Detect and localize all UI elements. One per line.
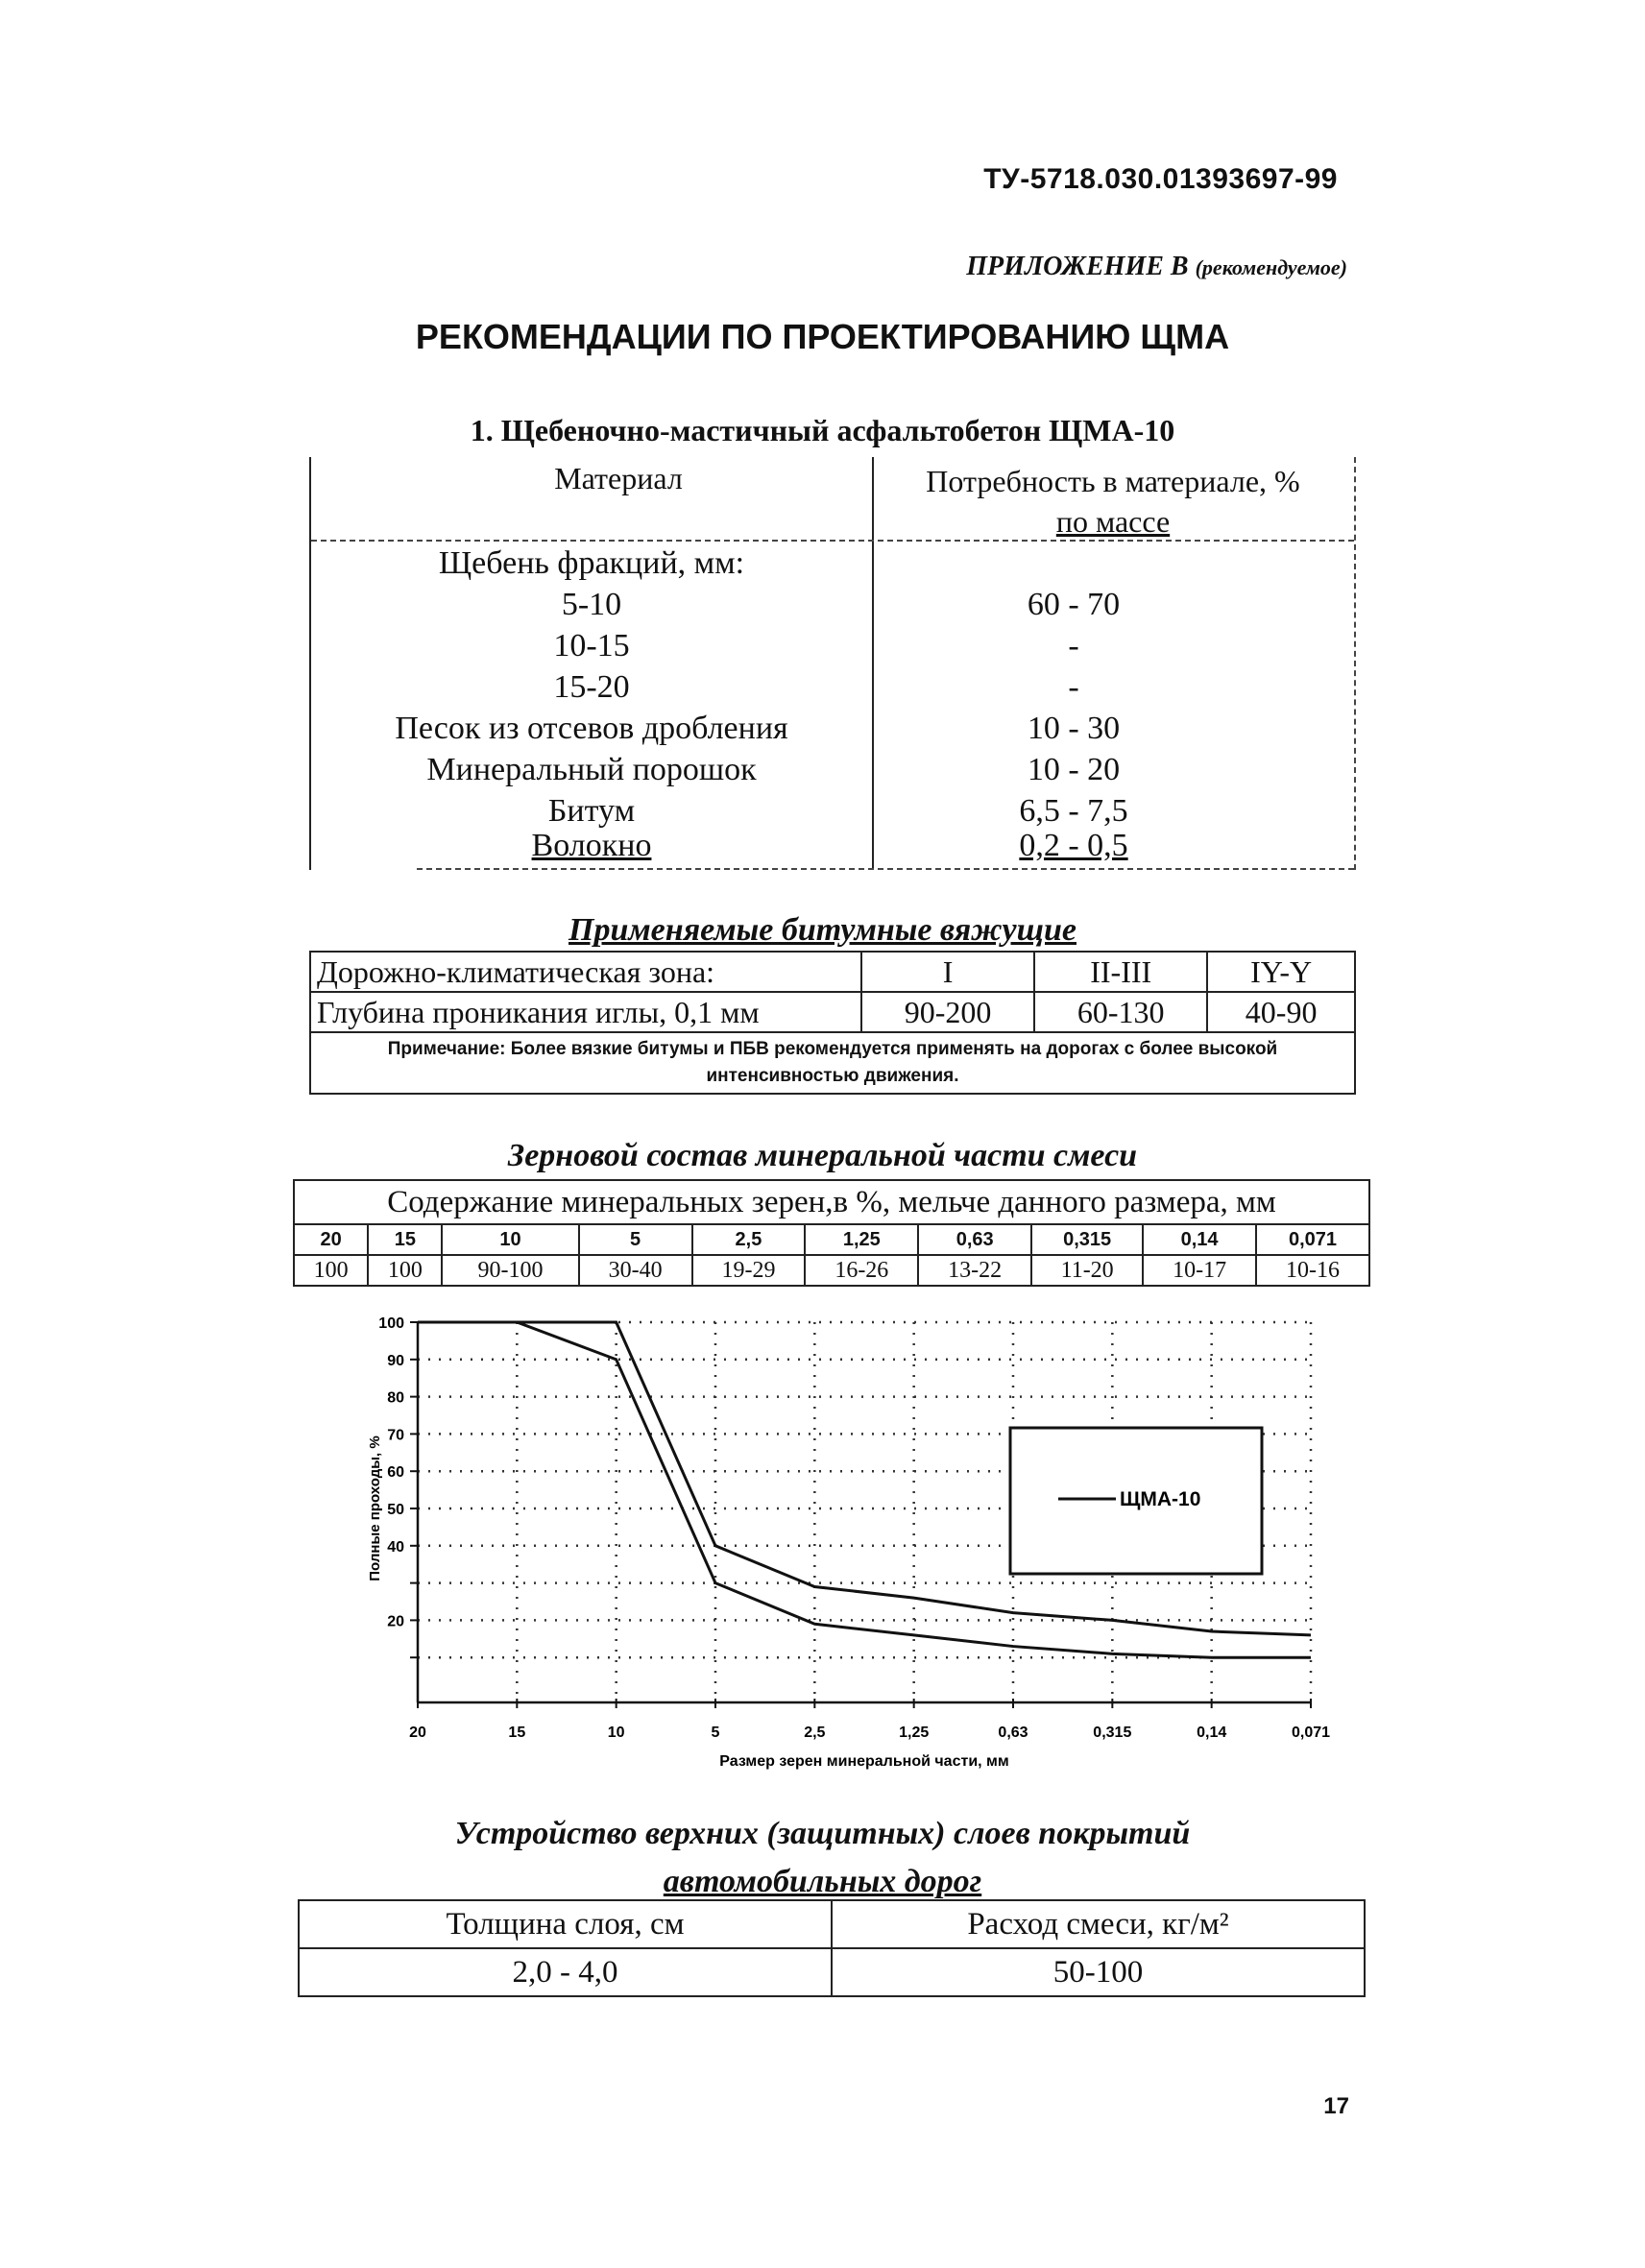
- x-tick-label: 10: [607, 1725, 625, 1741]
- grain-value: 10-16: [1256, 1255, 1369, 1286]
- page-number: 17: [1323, 2093, 1349, 2119]
- grain-size: 0,071: [1256, 1224, 1369, 1255]
- materials-header-need: [887, 461, 1339, 542]
- x-tick-label: 0,14: [1197, 1725, 1227, 1741]
- grain-value: 100: [368, 1255, 442, 1286]
- y-axis-label: Полные проходы, %: [367, 1436, 383, 1581]
- grain-value: 16-26: [805, 1255, 918, 1286]
- zone-cell: II-III: [1034, 952, 1207, 992]
- grain-size: 0,315: [1031, 1224, 1143, 1255]
- y-tick-label: 100: [378, 1315, 404, 1332]
- x-tick-label: 20: [409, 1725, 426, 1741]
- grain-sizes-row: [294, 1224, 1369, 1255]
- x-tick-label: 1,25: [899, 1725, 930, 1741]
- materials-row: Песок из отсевов дробления 10 - 30: [395, 711, 1121, 746]
- layers-title-line2: автомобильных дорог: [663, 1864, 982, 1899]
- x-axis-label: Размер зерен минеральной части, мм: [719, 1753, 1009, 1770]
- grain-size: 2,5: [692, 1224, 806, 1255]
- materials-row: 10-15 -: [553, 628, 1079, 664]
- y-tick-label: 20: [387, 1613, 404, 1630]
- penetration-row: [310, 992, 1355, 1032]
- x-tick-label: 15: [508, 1725, 526, 1741]
- y-tick-label: 80: [387, 1389, 404, 1407]
- document-code: ТУ-5718.030.01393697-99: [983, 163, 1338, 195]
- grain-value: 90-100: [442, 1255, 578, 1286]
- materials-table: [309, 457, 1354, 870]
- zone-row: [310, 952, 1355, 992]
- materials-row: Волокно 0,2 - 0,5: [531, 828, 1128, 863]
- x-tick-label: 0,315: [1093, 1725, 1132, 1741]
- bitumen-table: [309, 951, 1356, 1095]
- layers-thickness-value: 2,0 - 4,0: [299, 1948, 832, 1996]
- x-tick-label: 2,5: [804, 1725, 826, 1741]
- grain-value: 19-29: [692, 1255, 806, 1286]
- penetration-label: Глубина проникания иглы, 0,1 мм: [310, 992, 861, 1032]
- page-title: РЕКОМЕНДАЦИИ ПО ПРОЕКТИРОВАНИЮ ЩМА: [415, 317, 1230, 356]
- layers-title-line1: Устройство верхних (защитных) слоев покрытий: [454, 1816, 1191, 1851]
- zone-label: Дорожно-климатическая зона:: [310, 952, 861, 992]
- appendix-title: ПРИЛОЖЕНИЕ В: [966, 252, 1189, 281]
- x-tick-label: 0,63: [998, 1725, 1028, 1741]
- grain-size: 0,14: [1143, 1224, 1256, 1255]
- grain-size: 15: [368, 1224, 442, 1255]
- layers-consumption-value: 50-100: [832, 1948, 1365, 1996]
- grain-header: Содержание минеральных зерен,в %, мельче данного размера, мм: [294, 1180, 1369, 1224]
- zone-cell: I: [861, 952, 1034, 992]
- grain-size: 5: [579, 1224, 692, 1255]
- grain-value: 11-20: [1031, 1255, 1143, 1286]
- grain-value: 13-22: [918, 1255, 1031, 1286]
- penetration-cell: 90-200: [861, 992, 1034, 1032]
- layers-col-consumption: Расход смеси, кг/м²: [832, 1900, 1365, 1948]
- grain-value: 10-17: [1143, 1255, 1256, 1286]
- appendix-label: [966, 252, 1347, 282]
- y-tick-label: 40: [387, 1538, 404, 1556]
- grain-title: Зерновой состав минеральной части смеси: [507, 1138, 1138, 1173]
- penetration-cell: 40-90: [1207, 992, 1355, 1032]
- materials-row: Щебень фракций, мм:: [438, 545, 745, 581]
- layers-title: [0, 1810, 1645, 1906]
- appendix-note: (рекомендуемое): [1195, 255, 1347, 279]
- y-tick-label: 50: [387, 1502, 404, 1518]
- section1-title: 1. Щебеночно-мастичный асфальтобетон ЩМА-10: [470, 413, 1175, 447]
- grain-value: 100: [294, 1255, 368, 1286]
- layers-col-thickness: Толщина слоя, см: [299, 1900, 832, 1948]
- x-tick-label: 5: [711, 1725, 720, 1741]
- materials-row: Минеральный порошок 10 - 20: [426, 752, 1121, 787]
- grain-table: [293, 1179, 1370, 1287]
- materials-row: Битум 6,5 - 7,5: [547, 793, 1128, 829]
- need-header-line2: по массе: [1055, 504, 1171, 539]
- layers-table: [298, 1899, 1366, 1997]
- x-tick-label: 0,071: [1291, 1725, 1331, 1741]
- y-tick-label: 70: [387, 1427, 404, 1444]
- note-row: [310, 1032, 1355, 1094]
- grain-value: 30-40: [579, 1255, 692, 1286]
- grading-chart: [365, 1311, 1364, 1800]
- materials-row: 15-20 -: [553, 669, 1079, 705]
- grain-size: 0,63: [918, 1224, 1031, 1255]
- materials-header-material: Материал: [554, 461, 683, 495]
- need-header-line1: Потребность в материале, %: [926, 464, 1300, 498]
- bitumen-title: Применяемые битумные вяжущие: [568, 912, 1077, 948]
- penetration-cell: 60-130: [1034, 992, 1207, 1032]
- grain-size: 10: [442, 1224, 578, 1255]
- legend-label: ЩМА-10: [1120, 1488, 1201, 1510]
- grain-size: 1,25: [805, 1224, 918, 1255]
- bitumen-note: Примечание: Более вязкие битумы и ПБВ рекомендуется применять на дорогах с более высокой интенсивностью движения.: [310, 1032, 1355, 1094]
- zone-cell: IY-Y: [1207, 952, 1355, 992]
- materials-row: 5-10 60 - 70: [561, 587, 1121, 622]
- y-tick-label: 90: [387, 1352, 404, 1369]
- grain-size: 20: [294, 1224, 368, 1255]
- grain-values-row: [294, 1255, 1369, 1286]
- y-tick-label: 60: [387, 1464, 404, 1482]
